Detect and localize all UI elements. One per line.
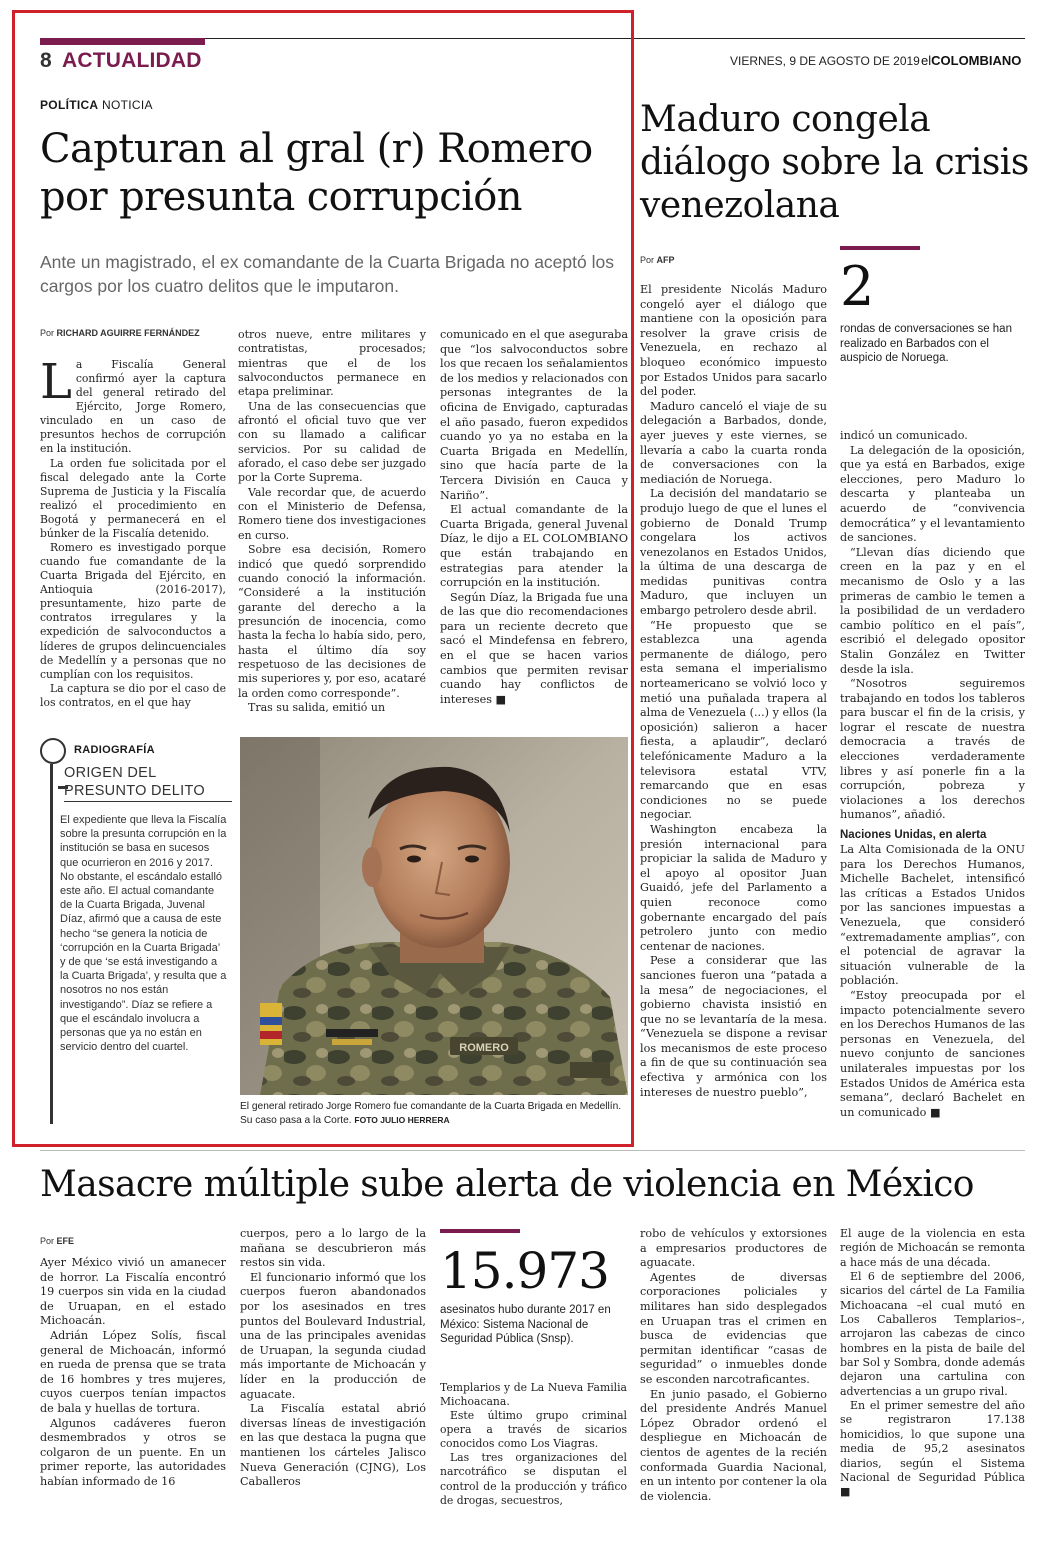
paragraph: Maduro canceló el viaje de su delegación a Barbados, donde, ayer jueves y este viernes, se llevaría a cabo la cuarta ronda de conversaciones con la mediación de Noruega. (640, 399, 827, 486)
general-romero-photo[interactable] (240, 737, 628, 1095)
kicker-category: POLÍTICA (40, 98, 99, 112)
page-number: 8 (40, 49, 52, 72)
paragraph: Romero es investigado porque cuando fue comandante de la Cuarta Brigada del Ejército, en Antioquia (2016-2017), presuntamente, hizo parte de contratos irregulares y la expedición de salvoconductos a líderes de grupos delincuenciales de Medellín y a personas que no cumplían con los requisitos. (40, 541, 226, 681)
paragraph: cuerpos, pero a lo largo de la mañana se descubrieron más restos sin vida. (240, 1227, 426, 1270)
article2-column-2 (840, 429, 1025, 1120)
edition-date: VIERNES, 9 DE AGOSTO DE 2019 (730, 54, 920, 68)
article1-column-1 (40, 354, 226, 710)
stat-description: rondas de conversaciones se han realizado en Barbados con el auspicio de Noruega. (840, 323, 1012, 364)
paragraph: “Nosotros seguiremos trabajando en todos los tableros para buscar el fin de la crisis, y lograr el rescate de nuestra democracia a través de elecciones verdaderamente libres y así ponerle fin a la corrupción, pobreza y violaciones a los derechos humanos”, añadió. (840, 677, 1025, 822)
section-title: ACTUALIDAD (62, 49, 202, 72)
paragraph: La delegación de la oposición, que ya está en Barbados, exige elecciones, pero Maduro lo descarta y planteaba un acuerdo de “convivencia democrática” y el levantamiento de sanciones. (840, 443, 1025, 545)
paragraph: Según Díaz, la Brigada fue una de las que dio recomendaciones para un reciente decreto que sacó el Mindefensa en febrero, en el que se hacen varios cambios que permiten revisar cuando hay conflictos de intereses ■ (440, 590, 628, 706)
paragraph: comunicado en el que aseguraba que “los salvoconductos sobre los que recaen los señalamientos de los medios y relacionados con personas integrantes de la oficina de Envigado, capturadas el año pasado, fueron expedidos cuando yo ya no estaba en la Cuarta Brigada en Medellín, sino que hacía parte de la Tercera División en Cauca y Nariño”. (440, 328, 628, 502)
byline-author: RICHARD AGUIRRE FERNÁNDEZ (56, 328, 200, 338)
logo-prefix: el (921, 53, 932, 68)
radiografia-label: RADIOGRAFÍA (74, 744, 155, 756)
byline-agency: EFE (56, 1236, 75, 1246)
logo-name: COLOMBIANO (931, 53, 1022, 68)
paragraph: Una de las consecuencias que afrontó el oficial tuvo que ver con su llamado a calificar servicios. Por su calidad de aforado, el caso debe ser juzgado por la Corte Suprema. (238, 399, 426, 485)
article2-column-1 (640, 283, 827, 1100)
byline-por: Por (40, 328, 57, 338)
article3-column-3 (440, 1381, 627, 1508)
paragraph: Este último grupo criminal opera a través de sicarios conocidos como Los Viagras. (440, 1409, 627, 1451)
paragraph: Agentes de diversas corporaciones policiales y militares han sido desplegados en Uruapan tras el crimen en busca de evidencias que permitan identificar “casas de seguridad” o inmuebles donde se esconden narcotraficantes. (640, 1270, 827, 1386)
stat-number: 2 (840, 255, 875, 318)
paragraph: Algunos cadáveres fueron desmembrados y otros se colgaron de un puente. En un primer reporte, las autoridades habían informado de 16 (40, 1416, 226, 1488)
subhead-romero: Ante un magistrado, el ex comandante de la Cuarta Brigada no aceptó los cargos por los cuatro delitos que le imputaron. (40, 252, 614, 296)
headline-mexico[interactable]: Masacre múltiple sube alerta de violencia en México (40, 1164, 974, 1205)
newspaper-logo (921, 53, 1021, 68)
paragraph: La Fiscalía estatal abrió diversas líneas de investigación en las que destaca la pugna que mantienen los cárteles Jalisco Nueva Generación (CJNG), Los Caballeros (240, 1402, 426, 1489)
article3-column-4 (640, 1227, 827, 1504)
section-subhead: Naciones Unidas, en alerta (840, 829, 987, 842)
paragraph: “Estoy preocupada por el impacto potencialmente severo en los Derechos Humanos de las personas en Venezuela, del nuevo conjunto de sanciones unilaterales impuestas por los Estados Unidos de América esta semana”, declaró Bachelet en un comunicado ■ (840, 988, 1025, 1119)
stat-description: asesinatos hubo durante 2017 en México: Sistema Nacional de Seguridad Pública (Snsp). (440, 1304, 611, 1345)
paragraph: “He propuesto que se establezca una agenda permanente de diálogo, pero esta semana el imperialismo norteamericano se volvió loco y metió una puñalada trapera al alma de Venezuela (...) y ellos (la oposición) salieron a hacer fiesta, a aplaudir”, declaró telefónicamente Maduro a la televisora estatal VTV, remarcando que en esas condiciones no se puede negociar. (640, 618, 827, 822)
paragraph: El funcionario informó que los cuerpos fueron abandonados por los asesinados en tres puntos del Boulevard Industrial, una de las principales avenidas de Uruapan, la segunda ciudad más importante de Michoacán y líder en la producción de aguacate. (240, 1270, 426, 1401)
article-divider (40, 1150, 1025, 1151)
photo-credit: FOTO JULIO HERRERA (354, 1114, 450, 1125)
paragraph: La Fiscalía General confirmó ayer la captura del general retirado del Ejército, Jorge Romero, vinculado en un caso de presuntos hechos de corrupción en la institución. (40, 354, 226, 456)
paragraph: Templarios y de La Nueva Familia Michoacana. (440, 1381, 627, 1409)
byline-por: Por (40, 1236, 57, 1246)
paragraph: otros nueve, entre militares y contratistas, procesados; mientras que el de los salvoconductos permanece en etapa preliminar. (238, 328, 426, 399)
paragraph: Ayer México vivió un amanecer de horror. La Fiscalía encontró 19 cuerpos sin vida en la ciudad de Uruapan, en el estado Michoacán. (40, 1256, 226, 1328)
paragraph: La captura se dio por el caso de los contratos, en el que hay (40, 681, 226, 709)
byline-agency: AFP (656, 255, 675, 265)
article3-column-5 (840, 1227, 1025, 1500)
paragraph: Vale recordar que, de acuerdo con el Ministerio de Defensa, Romero tiene dos investigaciones en curso. (238, 485, 426, 542)
stat-accent-bar (840, 246, 920, 250)
article1-column-2 (238, 328, 426, 715)
paragraph: Las tres organizaciones del narcotráfico se disputan el control de la producción y tráfico de drogas, secuestros, (440, 1451, 627, 1507)
paragraph: Tras su salida, emitió un (248, 700, 386, 714)
kicker-type: NOTICIA (98, 98, 153, 112)
article-kicker (40, 98, 153, 112)
paragraph: “Llevan días diciendo que creen en la paz y en el mecanismo de Oslo y a las primeras de cambio le temen a la posibilidad de un verdadero cambio político en el país”, escribió el delegado opositor Stalin González en Twitter desde la isla. (840, 545, 1025, 676)
photo-caption (240, 1100, 630, 1127)
radiografia-title (64, 764, 232, 802)
paragraph: En junio pasado, el Gobierno del presidente Andrés Manuel López Obrador ordenó el despliegue en Michoacán de cientos de agentes de la recién conformada Guardia Nacional, en un intento por contener la ola de violencia. (640, 1387, 827, 1503)
paragraph: La decisión del mandatario se produjo luego de que el lunes el gobierno de Donald Trump congelara los activos venezolanos en Estados Unidos, la última de una descarga de medidas punitivas contra Maduro, que incluyen un embargo petrolero desde abril. (640, 487, 827, 618)
radiografia-body: El expediente que lleva la Fiscalía sobre la presunta corrupción en la institución se basa en sucesos que ocurrieron en 2016 y 2017. No obstante, el escándalo estalló este año. El actual comandante de la Cuarta Brigada, Juvenal Díaz, afirmó que a causa de este hecho “se genera la noticia de ‘corrupción en la Cuarta Brigada’ y de que ‘se está investigando a la Cuarta Brigada’, y resulta que a nosotros no nos están investigando”. Díaz se refiere a que el escándalo involucra a personas que ya no están en servicio dentro del cuartel. (60, 814, 227, 1054)
caption-text: El general retirado Jorge Romero fue comandante de la Cuarta Brigada en Medellín. Su caso pasa a la Corte. (240, 1101, 622, 1126)
paragraph: El auge de la violencia en esta región de Michoacán se remonta a hace más de una década. (840, 1227, 1025, 1269)
paragraph: El 6 de septiembre del 2006, sicarios del cártel de La Familia Michoacana –el cual mutó en Los Caballeros Templarios–, arrojaron las cabezas de cinco hombres en la pista de baile del bar Sol y Sombra, donde además dejaron una cartulina con advertencias a un grupo rival. (840, 1270, 1025, 1398)
paragraph: La orden fue solicitada por el fiscal delegado ante la Corte Suprema de Justicia y la Fiscalía realizó el procedimiento en Bogotá y permanecerá en el búnker de la Fiscalía detenido. (40, 456, 226, 540)
magnifier-icon (40, 738, 66, 764)
article3-column-1 (40, 1256, 226, 1490)
byline-por: Por (640, 255, 657, 265)
headline-maduro[interactable]: Maduro congela diálogo sobre la crisis venezolana (640, 99, 1029, 226)
article3-column-2 (240, 1227, 426, 1490)
drop-cap: L (40, 354, 72, 410)
paragraph: Sobre esa decisión, Romero indicó que quedó sorprendido cuando conoció la información. “Consideré a la institución garante del derecho a la presunción de inocencia, como hasta la fecha lo había sido, pero, hasta el último día soy respetuoso de las decisiones de mis superiores y, por eso, acataré la orden como corresponde”. (238, 543, 426, 700)
radiografia-title-text: ORIGEN DEL PRESUNTO DELITO (64, 764, 232, 802)
paragraph: Adrián López Solís, fiscal general de Michoacán, informó en rueda de prensa que se trata de 16 hombres y tres mujeres, cuyos cuerpos tenían impactos de bala y huellas de tortura. (40, 1328, 226, 1415)
byline-mexico (40, 1236, 74, 1246)
byline-romero (40, 328, 200, 338)
article1-column-3 (440, 328, 628, 707)
uniform-name-tag: ROMERO (459, 1042, 509, 1054)
paragraph: La Alta Comisionada de la ONU para los Derechos Humanos, Michelle Bachelet, intensificó las críticas a Estados Unidos por las sanciones impuestas a Venezuela, que consideró “extremadamente amplias”, con el potencial de agravar la situación vulnerable de la población. (840, 843, 1025, 988)
headline-romero[interactable]: Capturan al gral (r) Romero por presunta corrupción (40, 126, 593, 220)
paragraph: Pese a considerar que las sanciones fueron una “patada a la mesa” de negociaciones, el gobierno chavista insistió en que no se levantaría de la mesa. “Venezuela se dispone a revisar los mecanismos de este proceso a fin de que su continuación sea efectiva y armónica con los intereses de nuestro pueblo”, (640, 954, 827, 1099)
paragraph: En el primer semestre del año se registraron 17.138 homicidios, lo que supone una media de 95,2 asesinatos diarios, según el Sistema Nacional de Seguridad Pública ■ (840, 1399, 1025, 1499)
paragraph: El actual comandante de la Cuarta Brigada, general Juvenal Díaz, le dijo a EL COLOMBIANO que están trabajando en estrategias para atender la corrupción en la institución. (440, 503, 628, 590)
stat-number: 15.973 (440, 1242, 609, 1300)
paragraph: robo de vehículos y extorsiones a empresarios productores de aguacate. (640, 1227, 827, 1270)
sidebar-rule (50, 764, 53, 1124)
byline-maduro (640, 255, 675, 265)
paragraph: indicó un comunicado. (840, 429, 968, 442)
paragraph: El presidente Nicolás Maduro congeló ayer el diálogo que mantiene con la oposición para resolver la grave crisis de Venezuela, en rechazo al bloqueo económico impuesto por Estados Unidos para sacarlo del poder. (640, 283, 827, 399)
photo-illustration (240, 737, 628, 1095)
stat-accent-bar (440, 1229, 520, 1233)
paragraph: Washington encabeza la presión internacional para propiciar la salida de Maduro y el apoyo al opositor Juan Guaidó, jefe del Parlamento a quien reconoce como gobernante encargado del país petrolero junto con medio centenar de naciones. (640, 822, 827, 953)
